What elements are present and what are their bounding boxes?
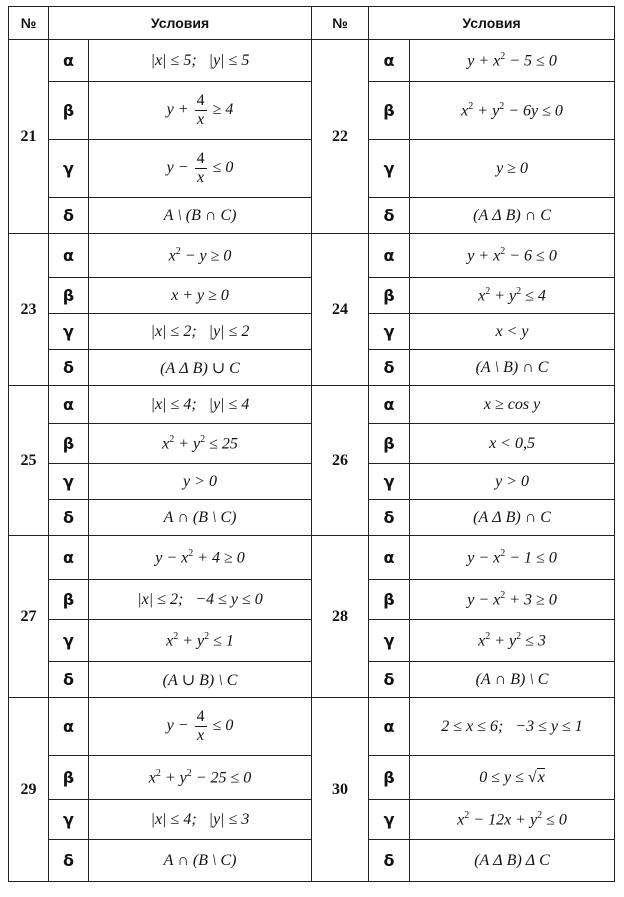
header-conditions-left: Условия <box>49 7 312 40</box>
variant-number: 30 <box>312 698 369 882</box>
greek-label: γ <box>369 314 410 350</box>
condition-cell: x < y <box>410 314 615 350</box>
greek-label: γ <box>49 464 89 500</box>
variant-number: 24 <box>312 234 369 386</box>
condition-cell: $x^2 + y^2 \le 4$ <box>410 278 615 314</box>
condition-cell: $y - x^2 - 1 \le 0$ <box>410 536 615 580</box>
greek-label: γ <box>369 464 410 500</box>
greek-label: γ <box>49 620 89 662</box>
greek-label: δ <box>49 662 89 698</box>
table-row <box>9 40 615 82</box>
greek-label: α <box>49 386 89 424</box>
greek-label: γ <box>49 314 89 350</box>
greek-label: γ <box>49 800 89 840</box>
condition-cell: $x^2 + y^2 \le 3$ <box>410 620 615 662</box>
variant-number: 23 <box>9 234 49 386</box>
greek-label: δ <box>369 350 410 386</box>
condition-cell: (A ∪ B) \ C <box>89 662 312 698</box>
greek-label: γ <box>369 140 410 198</box>
condition-cell: $y + x^2 - 6 \le 0$ <box>410 234 615 278</box>
variant-number: 22 <box>312 40 369 234</box>
table-row <box>9 536 615 580</box>
greek-label: δ <box>369 662 410 698</box>
greek-label: β <box>49 580 89 620</box>
header-conditions-right: Условия <box>369 7 615 40</box>
greek-label: δ <box>49 500 89 536</box>
condition-cell: |x| ≤ 2; −4 ≤ y ≤ 0 <box>89 580 312 620</box>
condition-cell: |x| ≤ 5; |y| ≤ 5 <box>89 40 312 82</box>
condition-cell: |x| ≤ 4; |y| ≤ 3 <box>89 800 312 840</box>
condition-cell: (A Δ B) ∩ C <box>410 198 615 234</box>
condition-cell: y − $\frac{4}{x}$ ≤ 0 <box>89 140 312 198</box>
condition-cell: (A \ B) ∩ C <box>410 350 615 386</box>
variant-number: 27 <box>9 536 49 698</box>
greek-label: α <box>369 386 410 424</box>
condition-cell: 0 ≤ y ≤ √x <box>410 756 615 800</box>
condition-cell: y − $\frac{4}{x}$ ≤ 0 <box>89 698 312 756</box>
condition-cell: |x| ≤ 2; |y| ≤ 2 <box>89 314 312 350</box>
greek-label: β <box>49 278 89 314</box>
conditions-table <box>8 6 615 882</box>
condition-cell: y > 0 <box>89 464 312 500</box>
greek-label: α <box>369 40 410 82</box>
greek-label: δ <box>369 500 410 536</box>
condition-cell: $x^2 + y^2 \le 25$ <box>89 424 312 464</box>
condition-cell: $y + x^2 - 5 \le 0$ <box>410 40 615 82</box>
greek-label: δ <box>49 198 89 234</box>
condition-cell: 2 ≤ x ≤ 6; −3 ≤ y ≤ 1 <box>410 698 615 756</box>
condition-cell: $y - x^2 + 3 \ge 0$ <box>410 580 615 620</box>
condition-cell: y + $\frac{4}{x}$ ≥ 4 <box>89 82 312 140</box>
greek-label: α <box>369 536 410 580</box>
greek-label: β <box>49 756 89 800</box>
table-row <box>9 386 615 424</box>
condition-cell: $x^2 + y^2 - 25 \le 0$ <box>89 756 312 800</box>
condition-cell: x < 0,5 <box>410 424 615 464</box>
condition-cell: $y - x^2 + 4 \ge 0$ <box>89 536 312 580</box>
greek-label: β <box>49 82 89 140</box>
condition-cell: y > 0 <box>410 464 615 500</box>
greek-label: β <box>49 424 89 464</box>
greek-label: δ <box>49 840 89 882</box>
variant-number: 21 <box>9 40 49 234</box>
condition-cell: (A Δ B) ∩ C <box>410 500 615 536</box>
greek-label: α <box>49 698 89 756</box>
greek-label: α <box>49 234 89 278</box>
header-number-left: № <box>9 7 49 40</box>
variant-number: 25 <box>9 386 49 536</box>
condition-cell: $x^2 + y^2 \le 1$ <box>89 620 312 662</box>
greek-label: α <box>49 536 89 580</box>
greek-label: α <box>369 234 410 278</box>
variant-number: 29 <box>9 698 49 882</box>
table-body <box>9 40 615 882</box>
greek-label: δ <box>369 198 410 234</box>
greek-label: γ <box>369 800 410 840</box>
condition-cell: $x^2 - y \ge 0$ <box>89 234 312 278</box>
condition-cell: $x^2 + y^2 - 6y \le 0$ <box>410 82 615 140</box>
header-number-right: № <box>312 7 369 40</box>
condition-cell: (A ∩ B) \ C <box>410 662 615 698</box>
greek-label: β <box>369 756 410 800</box>
condition-cell: |x| ≤ 4; |y| ≤ 4 <box>89 386 312 424</box>
greek-label: α <box>49 40 89 82</box>
greek-label: β <box>369 580 410 620</box>
condition-cell: y ≥ 0 <box>410 140 615 198</box>
condition-cell: x + y ≥ 0 <box>89 278 312 314</box>
greek-label: γ <box>49 140 89 198</box>
greek-label: δ <box>49 350 89 386</box>
table-row <box>9 698 615 756</box>
greek-label: β <box>369 424 410 464</box>
greek-label: γ <box>369 620 410 662</box>
condition-cell: (A Δ B) Δ C <box>410 840 615 882</box>
greek-label: δ <box>369 840 410 882</box>
header-row <box>9 7 615 40</box>
variant-number: 26 <box>312 386 369 536</box>
condition-cell: A ∩ (B \ C) <box>89 840 312 882</box>
greek-label: α <box>369 698 410 756</box>
condition-cell: $x^2 - 12x + y^2 \le 0$ <box>410 800 615 840</box>
greek-label: β <box>369 278 410 314</box>
condition-cell: x ≥ cos y <box>410 386 615 424</box>
condition-cell: A \ (B ∩ C) <box>89 198 312 234</box>
table-row <box>9 234 615 278</box>
greek-label: β <box>369 82 410 140</box>
condition-cell: (A Δ B) ∪ C <box>89 350 312 386</box>
condition-cell: A ∩ (B \ C) <box>89 500 312 536</box>
variant-number: 28 <box>312 536 369 698</box>
